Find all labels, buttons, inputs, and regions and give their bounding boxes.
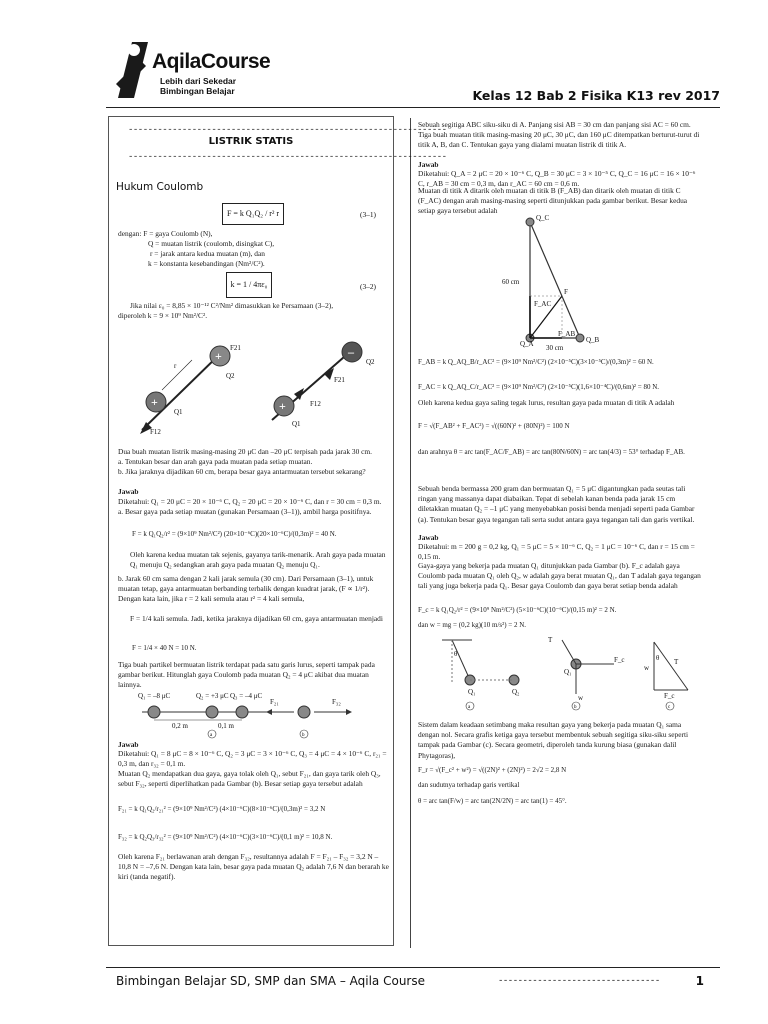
svg-text:F_AB: F_AB — [558, 330, 576, 338]
svg-text:30 cm: 30 cm — [546, 344, 564, 352]
svg-text:θ: θ — [656, 654, 660, 662]
svg-text:Q2: Q2 — [366, 358, 375, 366]
definition-f: dengan: F = gaya Coulomb (N), — [118, 229, 213, 238]
equation-k: k = 1 / 4πε₀ — [226, 272, 272, 298]
solution-1-equation: F = k Q₁Q₂/r² = (9×10⁹ Nm²/C²) (20×10⁻⁶C)(20×10⁻⁶C)/(0,3m)² = 40 N. — [132, 530, 337, 538]
diketahui-2: Diketahui: Q₁ = 8 μC = 8 × 10⁻⁶ C, Q₂ = 3 μC = 3 × 10⁻⁶ C, Q₃ = 4 μC = 4 × 10⁻⁶ C, r₂₁ = 0,3 m, dan r₃₂ = 0,1 m. — [118, 749, 387, 769]
svg-text:Q₃ = –4 μC: Q₃ = –4 μC — [230, 692, 263, 700]
solution-2-note: Muatan Q₂ mendapatkan dua gaya, gaya tolak oleh Q₁, sebut F₂₁, dan gaya tarik oleh Q₃, sebut F₃₂, seperti diperlihatkan pada Gambar (b). Besar setiap gaya tersebut adalah — [118, 769, 381, 789]
diketahui-3: Diketahui: Q_A = 2 μC = 20 × 10⁻⁶ C, Q_B = 30 μC = 3 × 10⁻⁵ C, Q_C = 16 μC = 16 × 10⁻⁶ C, r_AB = 30 cm = 0,3 m, dan r_AC = 60 cm = 0,6 m. — [418, 169, 696, 189]
jawab-label-3: Jawab — [418, 160, 439, 169]
svg-text:F_c: F_c — [664, 692, 675, 700]
solution-1-note: Oleh karena kedua muatan tak sejenis, gayanya tarik-menarik. Arah gaya pada muatan Q₁ menuju Q₂ sedangkan arah gaya pada muatan Q₂ menuju Q₁. — [130, 550, 386, 570]
epsilon-line-2: diperoleh k = 9 × 10⁹ Nm²/C². — [118, 311, 208, 320]
solution-1-b: b. Jarak 60 cm sama dengan 2 kali jarak semula (30 cm). Dari Persamaan (3–1), untuk muatan tetap, gaya antarmuatan berbanding terbalik dengan kuadrat jarak, (F ∝ 1/r²). Dengan kata lain, jika r = 2 kali semula atau r² = 4 kali semula, — [118, 574, 374, 604]
problem-1-b: b. Jika jaraknya dijadikan 60 cm, berapa besar gaya antarmuatan tersebut sekarang? — [118, 467, 366, 476]
jawab-label-2: Jawab — [118, 740, 139, 749]
problem-1-text: Dua buah muatan listrik masing-masing 20 μC dan –20 μC terpisah pada jarak 30 cm. — [118, 447, 373, 456]
problem-4-text: Sebuah benda bermassa 200 gram dan bermuatan Q₁ = 5 μC digantungkan pada seutas tali ringan yang massanya dapat diabaikan. Tepat di sebelah kanan benda pada jarak 15 cm diletakkan muatan Q₂ = –1 μC yang menyebabkan posisi benda menjadi seperti pada Gambar (a). Tentukan besar gaya tegangan tali serta sudut antara gaya tegangan tali dan garis vertikal. — [418, 484, 695, 524]
solution-3-eq1: F_AB = k Q_AQ_B/r_AC² = (9×10⁹ Nm²/C²) (2×10⁻⁵C)(3×10⁻⁵C)/(0,3m)² = 60 N. — [418, 358, 654, 366]
solution-4-eq1: F_c = k Q₁Q₂/r² = (9×10⁹ Nm²/C²) (5×10⁻⁶C)(10⁻⁶C)/(0,15 m)² = 2 N. — [418, 606, 617, 614]
solution-4-eq2: dan w = mg = (0,2 kg)(10 m/s²) = 2 N. — [418, 621, 527, 629]
page-number: 1 — [695, 974, 704, 988]
definition-k: k = konstanta kesebandingan (Nm²/C²). — [148, 259, 265, 268]
svg-text:F: F — [564, 288, 568, 296]
brand-tagline-1: Lebih dari Sekedar — [160, 76, 237, 86]
svg-text:Q₁: Q₁ — [468, 688, 476, 696]
svg-text:Q_C: Q_C — [536, 214, 550, 222]
svg-text:Q_B: Q_B — [586, 336, 600, 344]
svg-text:b: b — [302, 733, 305, 738]
jawab-label-1: Jawab — [118, 487, 139, 496]
solution-3-note: Muatan di titik A ditarik oleh muatan di titik B (F_AB) dan ditarik oleh muatan di titik C (F_AC) dengan arah masing-masing seperti ditunjukkan pada gambar berikut. Besar kedua setiap gaya tersebut adalah — [418, 186, 688, 216]
svg-text:T: T — [548, 636, 553, 644]
svg-text:c: c — [668, 705, 671, 710]
problem-3-text: Sebuah segitiga ABC siku-siku di A. Panjang sisi AB = 30 cm dan panjang sisi AC = 60 cm. Tiga buah muatan titik masing-masing 20 μC, 30 μC, dan 160 μC ditempatkan berturut-turut di titik A, B, dan C. Tentukan gaya yang dialami muatan listrik di titik A. — [418, 120, 700, 150]
solution-4-note: Gaya-gaya yang bekerja pada muatan Q₁ ditunjukkan pada Gambar (b). F_c adalah gaya Coulomb pada muatan Q₁ oleh Q₂, w adalah gaya berat muatan Q₁, dan T adalah gaya tegangan tali yang juga bekerja pada Q₁. Besar gaya Coulomb dan gaya berat setiap benda adalah — [418, 561, 701, 591]
problem-2-text: Tiga buah partikel bermuatan listrik terdapat pada satu garis lurus, seperti tampak pada gambar berikut. Hitunglah gaya Coulomb pada muatan Q₂ = 4 μC akibat dua muatan lainnya. — [118, 660, 375, 690]
triangle-charges-figure — [500, 212, 620, 352]
svg-text:F21: F21 — [334, 376, 345, 384]
svg-text:0,2 m: 0,2 m — [172, 722, 188, 730]
svg-text:+: + — [215, 349, 222, 363]
fig-q2-label: Q2 — [226, 372, 235, 380]
definition-r: r = jarak antara kedua muatan (m), dan — [150, 249, 265, 258]
page-title: LISTRIK STATIS — [208, 136, 294, 147]
solution-4-eq3: F_r = √(F_c² + w²) = √((2N)² + (2N)²) = 2√2 = 2,8 N — [418, 766, 567, 774]
brand-tagline-2: Bimbingan Belajar — [160, 86, 235, 96]
fig-f21-label: F21 — [230, 344, 241, 352]
svg-text:F₂₁: F₂₁ — [270, 698, 279, 706]
svg-text:F_c: F_c — [614, 656, 625, 664]
footer-dashes: --------------------------------- — [498, 976, 660, 986]
svg-text:F_AC: F_AC — [534, 300, 552, 308]
solution-3-eq4: dan arahnya θ = arc tan(F_AC/F_AB) = arc tan(80N/60N) = arc tan(4/3) = 53° terhadap F_AB. — [418, 448, 685, 456]
epsilon-line-1: Jika nilai ε₀ = 8,85 × 10⁻¹² C²/Nm² dimasukkan ke Persamaan (3–2), — [130, 301, 334, 310]
footer-divider — [106, 967, 720, 968]
solution-4-eq4: dan sudutnya terhadap garis vertikal — [418, 781, 520, 789]
solution-1-b2: F = 1/4 kali semula. Jadi, ketika jaraknya dijadikan 60 cm, gaya antarmuatan menjadi — [130, 614, 383, 623]
svg-text:a: a — [210, 733, 213, 738]
column-divider — [410, 118, 411, 948]
jawab-label-4: Jawab — [418, 533, 439, 542]
solution-3-eq3: F = √(F_AB² + F_AC²) = √((60N)² + (80N)²) = 100 N — [418, 422, 570, 430]
solution-2-eq1: F₂₁ = k Q₁Q₂/r₂₁² = (9×10⁹ Nm²/C²) (4×10⁻⁶C)(8×10⁻⁶C)/(0,3m)² = 3,2 N — [118, 805, 326, 813]
aqilacourse-logo — [112, 40, 271, 106]
brand-name: AqilaCourse — [152, 50, 271, 73]
equation-number-2: (3–2) — [360, 282, 377, 291]
solution-4-note2: Sistem dalam keadaan setimbang maka resultan gaya yang bekerja pada muatan Q₁ sama dengan nol. Secara grafis ketiga gaya tersebut membentuk sebuah segitiga siku-siku seperti tampak pada Gambar (c). Secara geometri, diperoleh tanda kurung biasa (gunakan dalil Phytagoras), — [418, 720, 689, 760]
svg-text:T: T — [674, 658, 679, 666]
svg-text:w: w — [578, 694, 584, 702]
fig-q1-label: Q1 — [174, 408, 183, 416]
svg-text:b: b — [574, 705, 577, 710]
solution-4-eq5: θ = arc tan(F/w) = arc tan(2N/2N) = arc tan(1) = 45°. — [418, 797, 567, 805]
svg-text:Q₂: Q₂ — [512, 688, 520, 696]
diketahui-1: Diketahui: Q₁ = 20 μC = 20 × 10⁻⁶ C, Q₂ = 20 μC = 20 × 10⁻⁶ C, dan r = 30 cm = 0,3 m. — [118, 497, 382, 506]
solution-2-conclusion: Oleh karena F₂₁ berlawanan arah dengan F₃₂, resultannya adalah F = F₂₁ – F₃₂ = 3,2 N – 10,8 N = –7,6 N. Dengan kata lain, besar gaya pada muatan Q₂ adalah 7,6 N dan berarah ke kiri (tanda negatif). — [118, 852, 389, 882]
solution-3-eq2: F_AC = k Q_AQ_C/r_AC² = (9×10⁹ Nm²/C²) (2×10⁻⁵C)(1,6×10⁻⁴C)/(0,6m)² = 80 N. — [418, 383, 660, 391]
solution-3-note2: Oleh karena kedua gaya saling tegak lurus, resultan gaya pada muatan di titik A adalah — [418, 398, 675, 407]
fig-f12-label: F12 — [150, 428, 161, 436]
solution-1-b3: F = 1/4 × 40 N = 10 N. — [132, 644, 197, 652]
fig-r-label: r — [174, 362, 177, 370]
svg-text:a: a — [468, 705, 471, 710]
title-dashes-top: ----------------------------------------------------------------- — [128, 125, 447, 135]
solution-1-a: a. Besar gaya pada setiap muatan (gunakan Persamaan (3–1)), ambil harga positifnya. — [118, 507, 372, 516]
svg-text:Q1: Q1 — [292, 420, 301, 428]
solution-2-eq2: F₃₂ = k Q₂Q₃/r₃₂² = (9×10⁹ Nm²/C²) (4×10⁻⁶C)(3×10⁻⁶C)/(0,1 m)² = 10,8 N. — [118, 833, 333, 841]
diketahui-4: Diketahui: m = 200 g = 0,2 kg, Q₁ = 5 μC = 5 × 10⁻⁶ C, Q₂ = 1 μC = 10⁻⁶ C, dan r = 15 cm = 0,15 m. — [418, 542, 695, 562]
svg-text:F12: F12 — [310, 400, 321, 408]
svg-text:Q₁: Q₁ — [564, 668, 572, 676]
svg-text:Q₁ = –8 μC: Q₁ = –8 μC — [138, 692, 171, 700]
svg-text:0,1 m: 0,1 m — [218, 722, 234, 730]
svg-text:Q₂ = +3 μC: Q₂ = +3 μC — [196, 692, 229, 700]
header-divider — [106, 107, 720, 108]
equation-number-1: (3–1) — [360, 210, 377, 219]
section-heading: Hukum Coulomb — [116, 181, 204, 193]
coulomb-force-figure — [112, 330, 392, 442]
footer-text: Bimbingan Belajar SD, SMP dan SMA – Aqila Course — [116, 974, 425, 988]
svg-text:–: – — [348, 345, 354, 359]
svg-text:θ: θ — [454, 650, 458, 658]
problem-1-a: a. Tentukan besar dan arah gaya pada muatan pada setiap muatan. — [118, 457, 313, 466]
definition-q: Q = muatan listrik (coulomb, disingkat C), — [148, 239, 275, 248]
svg-text:Q_A: Q_A — [520, 340, 534, 348]
svg-text:w: w — [644, 664, 650, 672]
svg-text:+: + — [279, 399, 286, 413]
pendulum-figure — [418, 634, 702, 714]
svg-text:F₃₂: F₃₂ — [332, 698, 341, 706]
equation-coulomb: F = k Q₁Q₂ / r² r — [222, 203, 284, 225]
title-dashes-bottom: ----------------------------------------------------------------- — [128, 152, 447, 162]
svg-text:60 cm: 60 cm — [502, 278, 520, 286]
svg-text:+: + — [151, 395, 158, 409]
class-label: Kelas 12 Bab 2 Fisika K13 rev 2017 — [472, 88, 720, 103]
three-charges-figure — [118, 690, 388, 740]
